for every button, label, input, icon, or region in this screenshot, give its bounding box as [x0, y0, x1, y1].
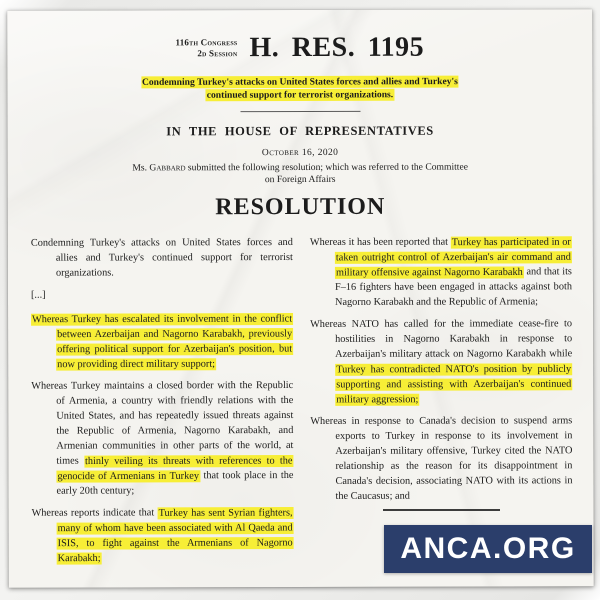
document-paragraph	[31, 378, 293, 499]
document-paper	[7, 9, 594, 588]
document-paragraph	[31, 235, 293, 281]
date-line: October 16, 2020	[261, 147, 339, 159]
paragraph-text: Condemning Turkey's attacks on United States forces and allies and Turkey's continued support for terrorist organizations.	[30, 237, 293, 279]
paragraph-text: Whereas Turkey maintains a closed border with the Republic of Armenia, a country with friendly relations with the United States, and has repeatedly issued threats against the Republic of Armenia, Nagorno Karabakh, and Armenian communities in other parts of the world, at times	[31, 380, 294, 467]
sponsor-prefix: Ms.	[132, 162, 150, 174]
bill-header	[7, 31, 592, 65]
congress-session-block	[176, 37, 238, 59]
highlighted-text: thinly veiling its threats with references to the genocide of Armenians in Turkey	[57, 455, 293, 482]
document-paragraph	[310, 413, 572, 504]
resolution-heading: RESOLUTION	[215, 193, 386, 221]
footer-divider	[383, 509, 500, 511]
document-body	[30, 234, 576, 572]
sponsor-action-text: submitted the following resolution; which was referred to the Committee on Foreign Affairs	[185, 161, 468, 186]
document-paragraph	[310, 234, 572, 310]
highlighted-text: Turkey has participated in or taken outright control of Azerbaijan's air command and military offensive against Nagorno Karabakh	[335, 236, 571, 278]
document-paragraph	[310, 316, 572, 407]
document-paragraph	[31, 287, 293, 303]
paragraph-text: Whereas in response to Canada's decision to suspend arms exports to Turkey in response to its involvement in Azerbaijan's military offensive, Turkey cited the NATO relationship as the reason for its disappointment in Canada's decision, associating NATO with its actions in the Caucasus; and	[310, 415, 573, 502]
anca-banner	[384, 525, 592, 573]
bill-summary-wrap	[139, 75, 461, 102]
document-paragraph	[31, 311, 293, 372]
paragraph-text: [...]	[30, 289, 46, 301]
bill-number: H. RES. 1195	[249, 31, 425, 64]
chamber-heading: IN THE HOUSE OF REPRESENTATIVES	[166, 123, 434, 139]
anca-logo-text: ANCA.ORG	[400, 532, 576, 565]
highlighted-text: Turkey has contradicted NATO's position by publicly supporting and assisting with Azerbaijan's continued military aggression;	[336, 363, 572, 405]
right-column	[309, 234, 576, 572]
header-divider	[240, 111, 360, 112]
paragraph-text: and that its F–16 fighters have been engaged in attacks against both Nagorno Karabakh and the Republic of Armenia;	[334, 266, 572, 308]
sponsor-line	[128, 162, 473, 187]
session-label: 2d Session	[197, 48, 238, 59]
sponsor-name: Gabbard	[149, 162, 186, 174]
document-paragraph	[32, 505, 294, 566]
left-column	[31, 235, 294, 573]
paragraph-text: Whereas it has been reported that	[309, 236, 451, 248]
highlighted-text: Turkey has sent Syrian fighters, many of whom have been associated with Al Qaeda and ISIS, to fight against the Armenians of Nagorno Karabakh;	[57, 507, 293, 564]
paragraph-text: Whereas reports indicate that	[31, 507, 158, 519]
congress-label: 116th Congress	[175, 37, 238, 48]
paragraph-text: that took place in the early 20th century;	[56, 470, 294, 497]
bill-summary: Condemning Turkey's attacks on United States forces and allies and Turkey's continued support for terrorist organizations.	[141, 75, 458, 101]
highlighted-text: Whereas Turkey has escalated its involvement in the conflict between Azerbaijan and Nagorno Karabakh, previously offering political support for Azerbaijan's position, but now providing direct military support;	[32, 313, 293, 370]
paragraph-text: Whereas NATO has called for the immediate cease-fire to hostilities in Nagorno Karabakh in response to Azerbaijan's military attack on Nagorno Karabakh while	[310, 318, 573, 360]
